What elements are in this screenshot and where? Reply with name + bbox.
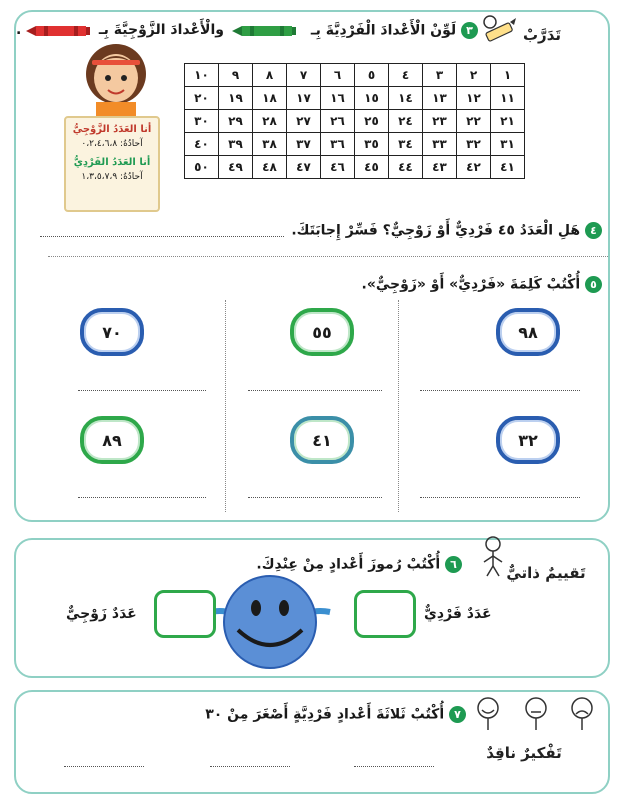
grid-cell[interactable]: ٤٠ bbox=[185, 133, 219, 156]
grid-cell[interactable]: ٤٣ bbox=[423, 156, 457, 179]
thinking-kid-icon bbox=[478, 532, 508, 578]
critical-thinking-tag: تَفْكيرٌ ناقِدٌ bbox=[470, 744, 578, 762]
q6-number-badge: ٦ bbox=[445, 556, 462, 573]
grid-cell[interactable]: ٢٦ bbox=[321, 110, 355, 133]
number-oval-70: ٧٠ bbox=[80, 308, 144, 356]
grid-cell[interactable]: ٤٩ bbox=[219, 156, 253, 179]
practice-tag: تَدَرَّبْ bbox=[512, 26, 572, 44]
odd-card-title: أنا العَدَدُ الفَرْدِيُّ bbox=[73, 157, 151, 168]
q4-answer-line-2[interactable] bbox=[48, 256, 608, 257]
grid-cell[interactable]: ٣٠ bbox=[185, 110, 219, 133]
grid-cell[interactable]: ٣٤ bbox=[389, 133, 423, 156]
even-number-input-box[interactable] bbox=[154, 590, 216, 638]
grid-cell[interactable]: ٢٨ bbox=[253, 110, 287, 133]
column-divider-1 bbox=[225, 300, 226, 512]
green-crayon-icon bbox=[232, 24, 296, 38]
q4-number-badge: ٤ bbox=[585, 222, 602, 239]
grid-cell[interactable]: ١٣ bbox=[423, 87, 457, 110]
grid-cell[interactable]: ١ bbox=[491, 64, 525, 87]
column-divider-2 bbox=[398, 300, 399, 512]
grid-cell[interactable]: ١٧ bbox=[287, 87, 321, 110]
grid-cell[interactable]: ١٥ bbox=[355, 87, 389, 110]
grid-cell[interactable]: ٣٧ bbox=[287, 133, 321, 156]
odd-number-input-box[interactable] bbox=[354, 590, 416, 638]
q7-answer-line-2[interactable] bbox=[210, 766, 290, 767]
grid-cell[interactable]: ٢٤ bbox=[389, 110, 423, 133]
grid-cell[interactable]: ٢١ bbox=[491, 110, 525, 133]
answer-line-32[interactable] bbox=[420, 497, 580, 498]
grid-cell[interactable]: ١٦ bbox=[321, 87, 355, 110]
grid-cell[interactable]: ٣٦ bbox=[321, 133, 355, 156]
grid-row bbox=[185, 110, 525, 133]
q3-end-dot: . bbox=[16, 22, 22, 38]
grid-cell[interactable]: ٤٢ bbox=[457, 156, 491, 179]
q5-number-badge: ٥ bbox=[585, 276, 602, 293]
neutral-face-icon bbox=[520, 694, 552, 734]
red-crayon-icon bbox=[26, 24, 90, 38]
grid-cell[interactable]: ٥٠ bbox=[185, 156, 219, 179]
q3-instruction-part2: والْأَعْدادَ الزَّوْجِيَّةَ بِـ bbox=[98, 22, 224, 38]
number-oval-89: ٨٩ bbox=[80, 416, 144, 464]
grid-cell[interactable]: ٣٥ bbox=[355, 133, 389, 156]
grid-cell[interactable]: ٤١ bbox=[491, 156, 525, 179]
number-oval-55: ٥٥ bbox=[290, 308, 354, 356]
happy-face-icon bbox=[472, 694, 504, 734]
grid-cell[interactable]: ١٨ bbox=[253, 87, 287, 110]
grid-cell[interactable]: ٢٧ bbox=[287, 110, 321, 133]
grid-cell[interactable]: ٣ bbox=[423, 64, 457, 87]
grid-row bbox=[185, 133, 525, 156]
grid-cell[interactable]: ٤٥ bbox=[355, 156, 389, 179]
grid-cell[interactable]: ٩ bbox=[219, 64, 253, 87]
grid-row bbox=[185, 156, 525, 179]
self-assessment-tag: تَقييمٌ ذاتيٌّ bbox=[500, 564, 592, 582]
even-number-label: عَدَدٌ زَوْجِيٌّ bbox=[66, 606, 137, 622]
pencil-hand-icon bbox=[478, 14, 518, 48]
grid-cell[interactable]: ٢٣ bbox=[423, 110, 457, 133]
q7-answer-line-3[interactable] bbox=[354, 766, 434, 767]
grid-cell[interactable]: ٨ bbox=[253, 64, 287, 87]
even-card-title: أنا العَدَدُ الزَّوْجِيُّ bbox=[72, 124, 152, 135]
number-oval-32: ٣٢ bbox=[496, 416, 560, 464]
grid-cell[interactable]: ٤٧ bbox=[287, 156, 321, 179]
grid-row bbox=[185, 64, 525, 87]
q3-instruction: ٣ لَوِّنْ الْأَعْدادَ الْفَرْدِيَّةَ بِـ bbox=[311, 22, 478, 39]
grid-cell[interactable]: ٤٨ bbox=[253, 156, 287, 179]
grid-cell[interactable]: ٣٢ bbox=[457, 133, 491, 156]
grid-cell[interactable]: ٢٠ bbox=[185, 87, 219, 110]
grid-cell[interactable]: ٢٢ bbox=[457, 110, 491, 133]
q6-question: ٦ أُكْتُبْ رُموزَ أَعْدادٍ مِنْ عِنْدِكَ. bbox=[256, 556, 462, 573]
grid-cell[interactable]: ٣٣ bbox=[423, 133, 457, 156]
answer-line-89[interactable] bbox=[78, 497, 206, 498]
answer-line-41[interactable] bbox=[248, 497, 382, 498]
grid-cell[interactable]: ١١ bbox=[491, 87, 525, 110]
odd-number-label: عَدَدٌ فَرْدِيٌّ bbox=[424, 606, 492, 622]
even-card-digits: آحادُهُ: ٠،٢،٤،٦،٨ bbox=[81, 139, 143, 149]
grid-cell[interactable]: ٤٦ bbox=[321, 156, 355, 179]
answer-line-98[interactable] bbox=[420, 390, 580, 391]
grid-cell[interactable]: ١٤ bbox=[389, 87, 423, 110]
grid-cell[interactable]: ٢٥ bbox=[355, 110, 389, 133]
q7-question: ٧ أُكْتُبْ ثَلاثَةَ أَعْدادٍ فَرْدِيَّةٍ أَصْغَرَ مِنْ ٣٠ bbox=[205, 706, 466, 723]
grid-cell[interactable]: ٢٩ bbox=[219, 110, 253, 133]
grid-cell[interactable]: ١٩ bbox=[219, 87, 253, 110]
number-oval-41: ٤١ bbox=[290, 416, 354, 464]
grid-cell[interactable]: ٢ bbox=[457, 64, 491, 87]
q3-number-badge: ٣ bbox=[461, 22, 478, 39]
answer-line-70[interactable] bbox=[78, 390, 206, 391]
girl-illustration bbox=[74, 40, 158, 122]
answer-line-55[interactable] bbox=[248, 390, 382, 391]
grid-cell[interactable]: ٤٤ bbox=[389, 156, 423, 179]
grid-cell[interactable]: ١٠ bbox=[185, 64, 219, 87]
q4-question: ٤ هَلِ الْعَدَدُ ٤٥ فَرْدِيٌّ أَوْ زَوْجِيٌّ؟ فَسِّرْ إِجابَتَكَ. bbox=[291, 222, 602, 239]
grid-cell[interactable]: ٣١ bbox=[491, 133, 525, 156]
grid-cell[interactable]: ١٢ bbox=[457, 87, 491, 110]
grid-row bbox=[185, 87, 525, 110]
number-oval-98: ٩٨ bbox=[496, 308, 560, 356]
grid-cell[interactable]: ٦ bbox=[321, 64, 355, 87]
even-odd-info-card bbox=[64, 116, 160, 212]
grid-cell[interactable]: ٤ bbox=[389, 64, 423, 87]
q7-answer-line-1[interactable] bbox=[64, 766, 144, 767]
grid-cell[interactable]: ٣٨ bbox=[253, 133, 287, 156]
q4-answer-line-1[interactable] bbox=[40, 236, 284, 237]
q7-number-badge: ٧ bbox=[449, 706, 466, 723]
grid-cell[interactable]: ٥ bbox=[355, 64, 389, 87]
sad-face-icon bbox=[566, 694, 598, 734]
odd-card-digits: آحادُهُ: ١،٣،٥،٧،٩ bbox=[81, 172, 143, 182]
numbers-grid bbox=[184, 63, 525, 179]
grid-cell[interactable]: ٣٩ bbox=[219, 133, 253, 156]
grid-cell[interactable]: ٧ bbox=[287, 64, 321, 87]
q5-question: ٥ أُكْتُبْ كَلِمَةَ «فَرْدِيٌّ» أَوْ «زَوْجِيٌّ». bbox=[362, 276, 602, 293]
